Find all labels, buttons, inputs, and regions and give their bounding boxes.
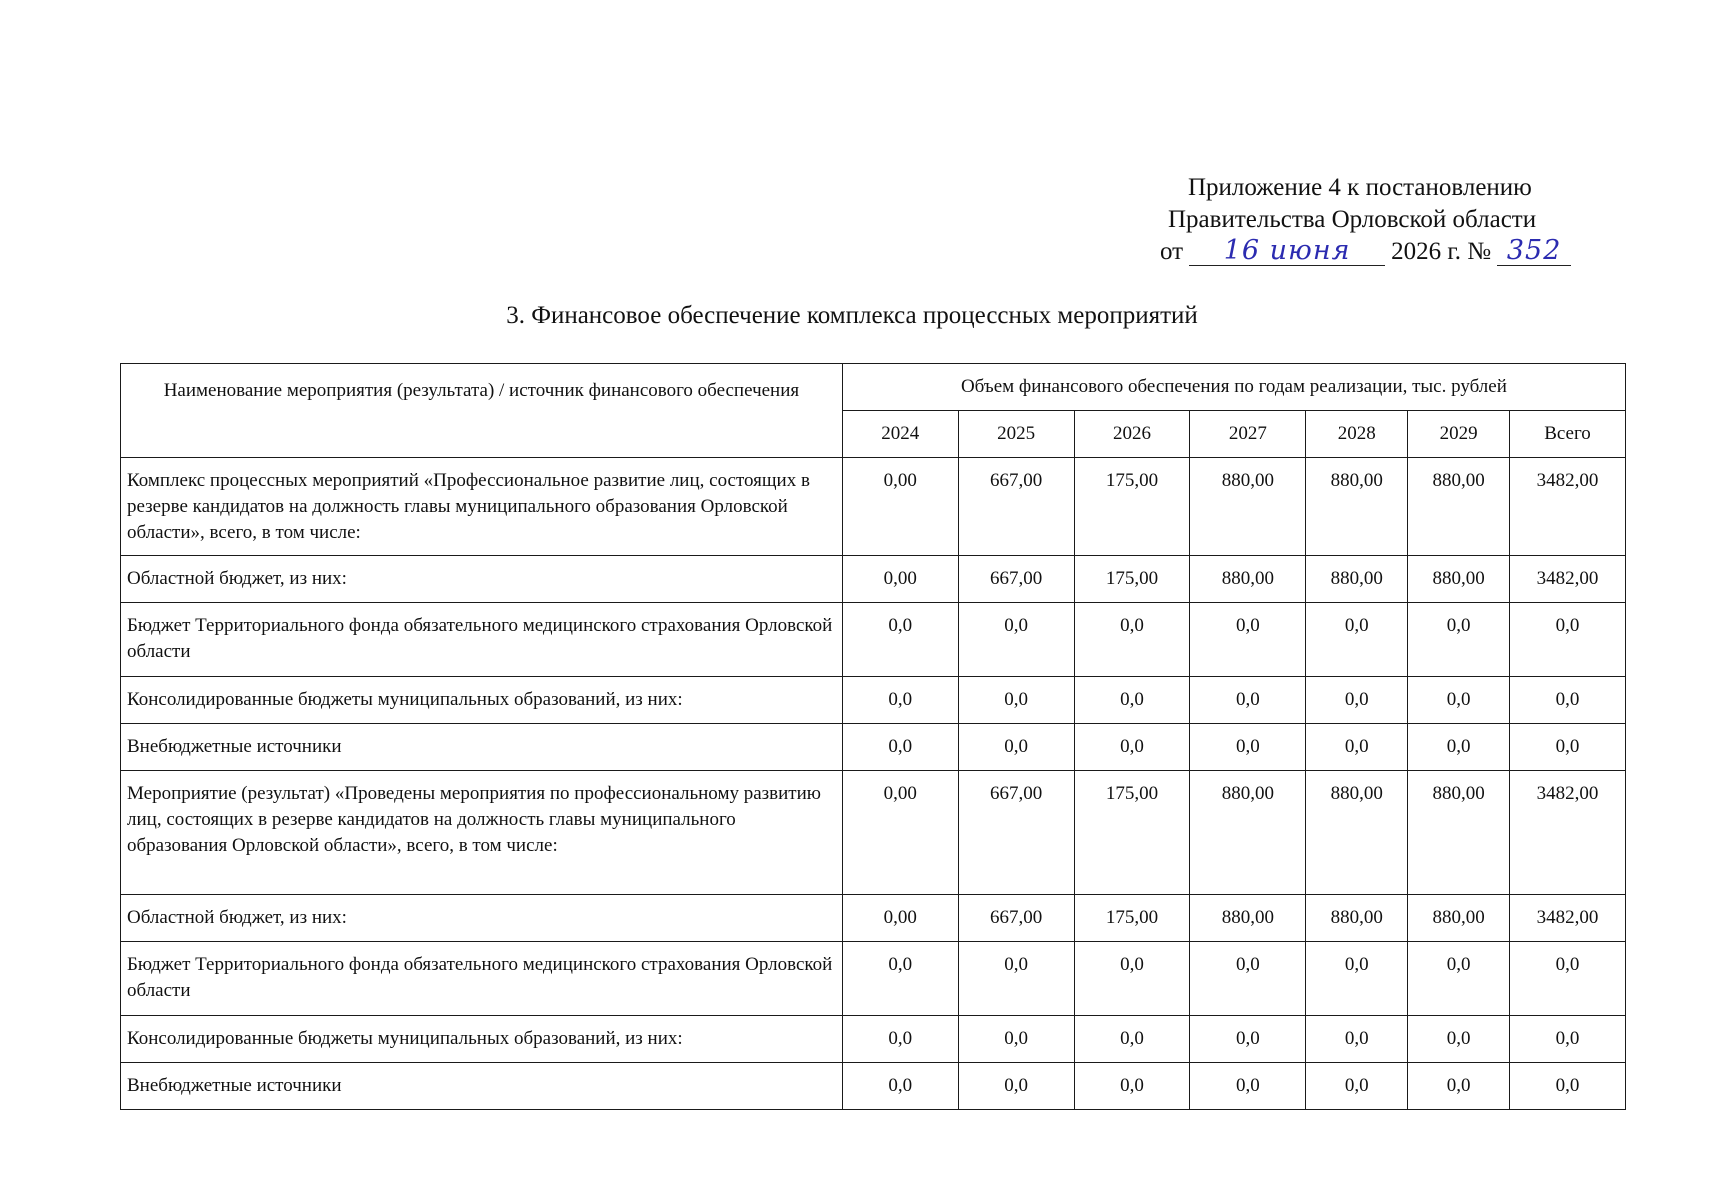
row-value-cell: 175,00 [1074,458,1190,556]
row-name-cell: Бюджет Территориального фонда обязательного медицинского страхования Орловской области [121,603,843,677]
row-value-cell: 880,00 [1190,458,1306,556]
row-total-cell: 3482,00 [1510,771,1626,895]
table-row [121,556,1626,603]
row-total-cell: 3482,00 [1510,895,1626,942]
row-name-cell: Комплекс процессных мероприятий «Профессиональное развитие лиц, состоящих в резерве кандидатов на должность главы муниципального образования Орловской области», всего, в том числе: [121,458,843,556]
row-name-cell: Бюджет Территориального фонда обязательного медицинского страхования Орловской области [121,942,843,1016]
table-row [121,771,1626,895]
number-field [1497,235,1571,266]
row-value-cell: 880,00 [1306,771,1408,895]
row-name-cell: Областной бюджет, из них: [121,556,843,603]
row-value-cell: 0,0 [1408,677,1510,724]
table-row [121,1016,1626,1063]
row-value-cell: 0,0 [1408,724,1510,771]
row-value-cell: 0,00 [842,771,958,895]
row-value-cell: 0,0 [958,1016,1074,1063]
row-value-cell: 880,00 [1408,556,1510,603]
row-value-cell: 0,0 [958,724,1074,771]
header-name-cell: Наименование мероприятия (результата) / источник финансового обеспечения [121,364,843,458]
row-value-cell: 0,0 [1074,942,1190,1016]
table-row [121,724,1626,771]
date-prefix: от [1160,238,1184,265]
row-value-cell: 880,00 [1408,895,1510,942]
row-value-cell: 667,00 [958,458,1074,556]
row-total-cell: 0,0 [1510,677,1626,724]
row-value-cell: 0,0 [1074,724,1190,771]
financing-table [120,363,1626,1110]
row-value-cell: 880,00 [1408,771,1510,895]
row-total-cell: 0,0 [1510,1016,1626,1063]
appendix-note [1160,172,1680,268]
row-value-cell: 880,00 [1306,556,1408,603]
row-value-cell: 0,0 [842,603,958,677]
date-field [1189,235,1385,266]
table-row [121,458,1626,556]
header-year-2027: 2027 [1190,411,1306,458]
row-name-cell: Внебюджетные источники [121,724,843,771]
handwritten-number: 352 [1506,235,1562,266]
row-total-cell: 0,0 [1510,603,1626,677]
row-value-cell: 0,0 [958,603,1074,677]
row-value-cell: 667,00 [958,771,1074,895]
row-total-cell: 3482,00 [1510,556,1626,603]
row-value-cell: 0,0 [1190,724,1306,771]
row-value-cell: 0,0 [1306,603,1408,677]
row-value-cell: 880,00 [1190,556,1306,603]
row-name-cell: Консолидированные бюджеты муниципальных образований, из них: [121,1016,843,1063]
header-group-cell: Объем финансового обеспечения по годам реализации, тыс. рублей [842,364,1625,411]
row-value-cell: 0,0 [842,1016,958,1063]
row-value-cell: 0,0 [958,942,1074,1016]
row-value-cell: 0,0 [842,1063,958,1110]
row-value-cell: 0,0 [1190,603,1306,677]
appendix-line-3 [1160,236,1680,268]
header-year-2026: 2026 [1074,411,1190,458]
row-value-cell: 0,0 [1306,1016,1408,1063]
row-value-cell: 0,0 [1190,1063,1306,1110]
row-value-cell: 0,0 [1306,1063,1408,1110]
row-name-cell: Консолидированные бюджеты муниципальных образований, из них: [121,677,843,724]
row-value-cell: 667,00 [958,895,1074,942]
row-value-cell: 0,0 [958,1063,1074,1110]
row-value-cell: 175,00 [1074,556,1190,603]
header-year-2024: 2024 [842,411,958,458]
table-row [121,677,1626,724]
row-value-cell: 0,00 [842,556,958,603]
row-value-cell: 0,0 [1408,1063,1510,1110]
handwritten-date: 16 июня [1223,235,1351,266]
row-value-cell: 0,0 [1306,724,1408,771]
row-total-cell: 0,0 [1510,724,1626,771]
header-year-2025: 2025 [958,411,1074,458]
table-row [121,1063,1626,1110]
table-row [121,942,1626,1016]
row-value-cell: 880,00 [1306,458,1408,556]
row-value-cell: 0,0 [1408,942,1510,1016]
row-value-cell: 0,0 [958,677,1074,724]
row-name-cell: Областной бюджет, из них: [121,895,843,942]
row-value-cell: 0,00 [842,895,958,942]
header-year-2028: 2028 [1306,411,1408,458]
header-total: Всего [1510,411,1626,458]
appendix-line-2: Правительства Орловской области [1168,206,1537,233]
year-text: 2026 г. № [1391,238,1492,265]
row-value-cell: 175,00 [1074,771,1190,895]
row-value-cell: 0,0 [1074,603,1190,677]
section-title: 3. Финансовое обеспечение комплекса процессных мероприятий [506,302,1198,329]
row-value-cell: 175,00 [1074,895,1190,942]
row-value-cell: 880,00 [1408,458,1510,556]
row-value-cell: 0,0 [842,724,958,771]
row-value-cell: 0,0 [842,942,958,1016]
row-value-cell: 0,0 [1190,677,1306,724]
row-name-cell: Внебюджетные источники [121,1063,843,1110]
row-value-cell: 0,0 [1306,677,1408,724]
row-value-cell: 880,00 [1306,895,1408,942]
row-value-cell: 0,0 [1408,1016,1510,1063]
table-row [121,895,1626,942]
row-total-cell: 0,0 [1510,1063,1626,1110]
row-value-cell: 0,0 [1306,942,1408,1016]
row-name-cell: Мероприятие (результат) «Проведены мероприятия по профессиональному развитию лиц, состоящих в резерве кандидатов на должность главы муниципального образования Орловской области», всего, в том числе: [121,771,843,895]
row-value-cell: 0,0 [1408,603,1510,677]
row-value-cell: 667,00 [958,556,1074,603]
row-value-cell: 0,0 [842,677,958,724]
row-total-cell: 0,0 [1510,942,1626,1016]
table-row [121,603,1626,677]
appendix-line-1: Приложение 4 к постановлению [1188,174,1532,201]
row-value-cell: 0,0 [1190,942,1306,1016]
row-value-cell: 880,00 [1190,771,1306,895]
header-year-2029: 2029 [1408,411,1510,458]
row-value-cell: 0,0 [1074,1016,1190,1063]
row-total-cell: 3482,00 [1510,458,1626,556]
row-value-cell: 0,0 [1074,1063,1190,1110]
row-value-cell: 0,00 [842,458,958,556]
row-value-cell: 880,00 [1190,895,1306,942]
row-value-cell: 0,0 [1190,1016,1306,1063]
row-value-cell: 0,0 [1074,677,1190,724]
